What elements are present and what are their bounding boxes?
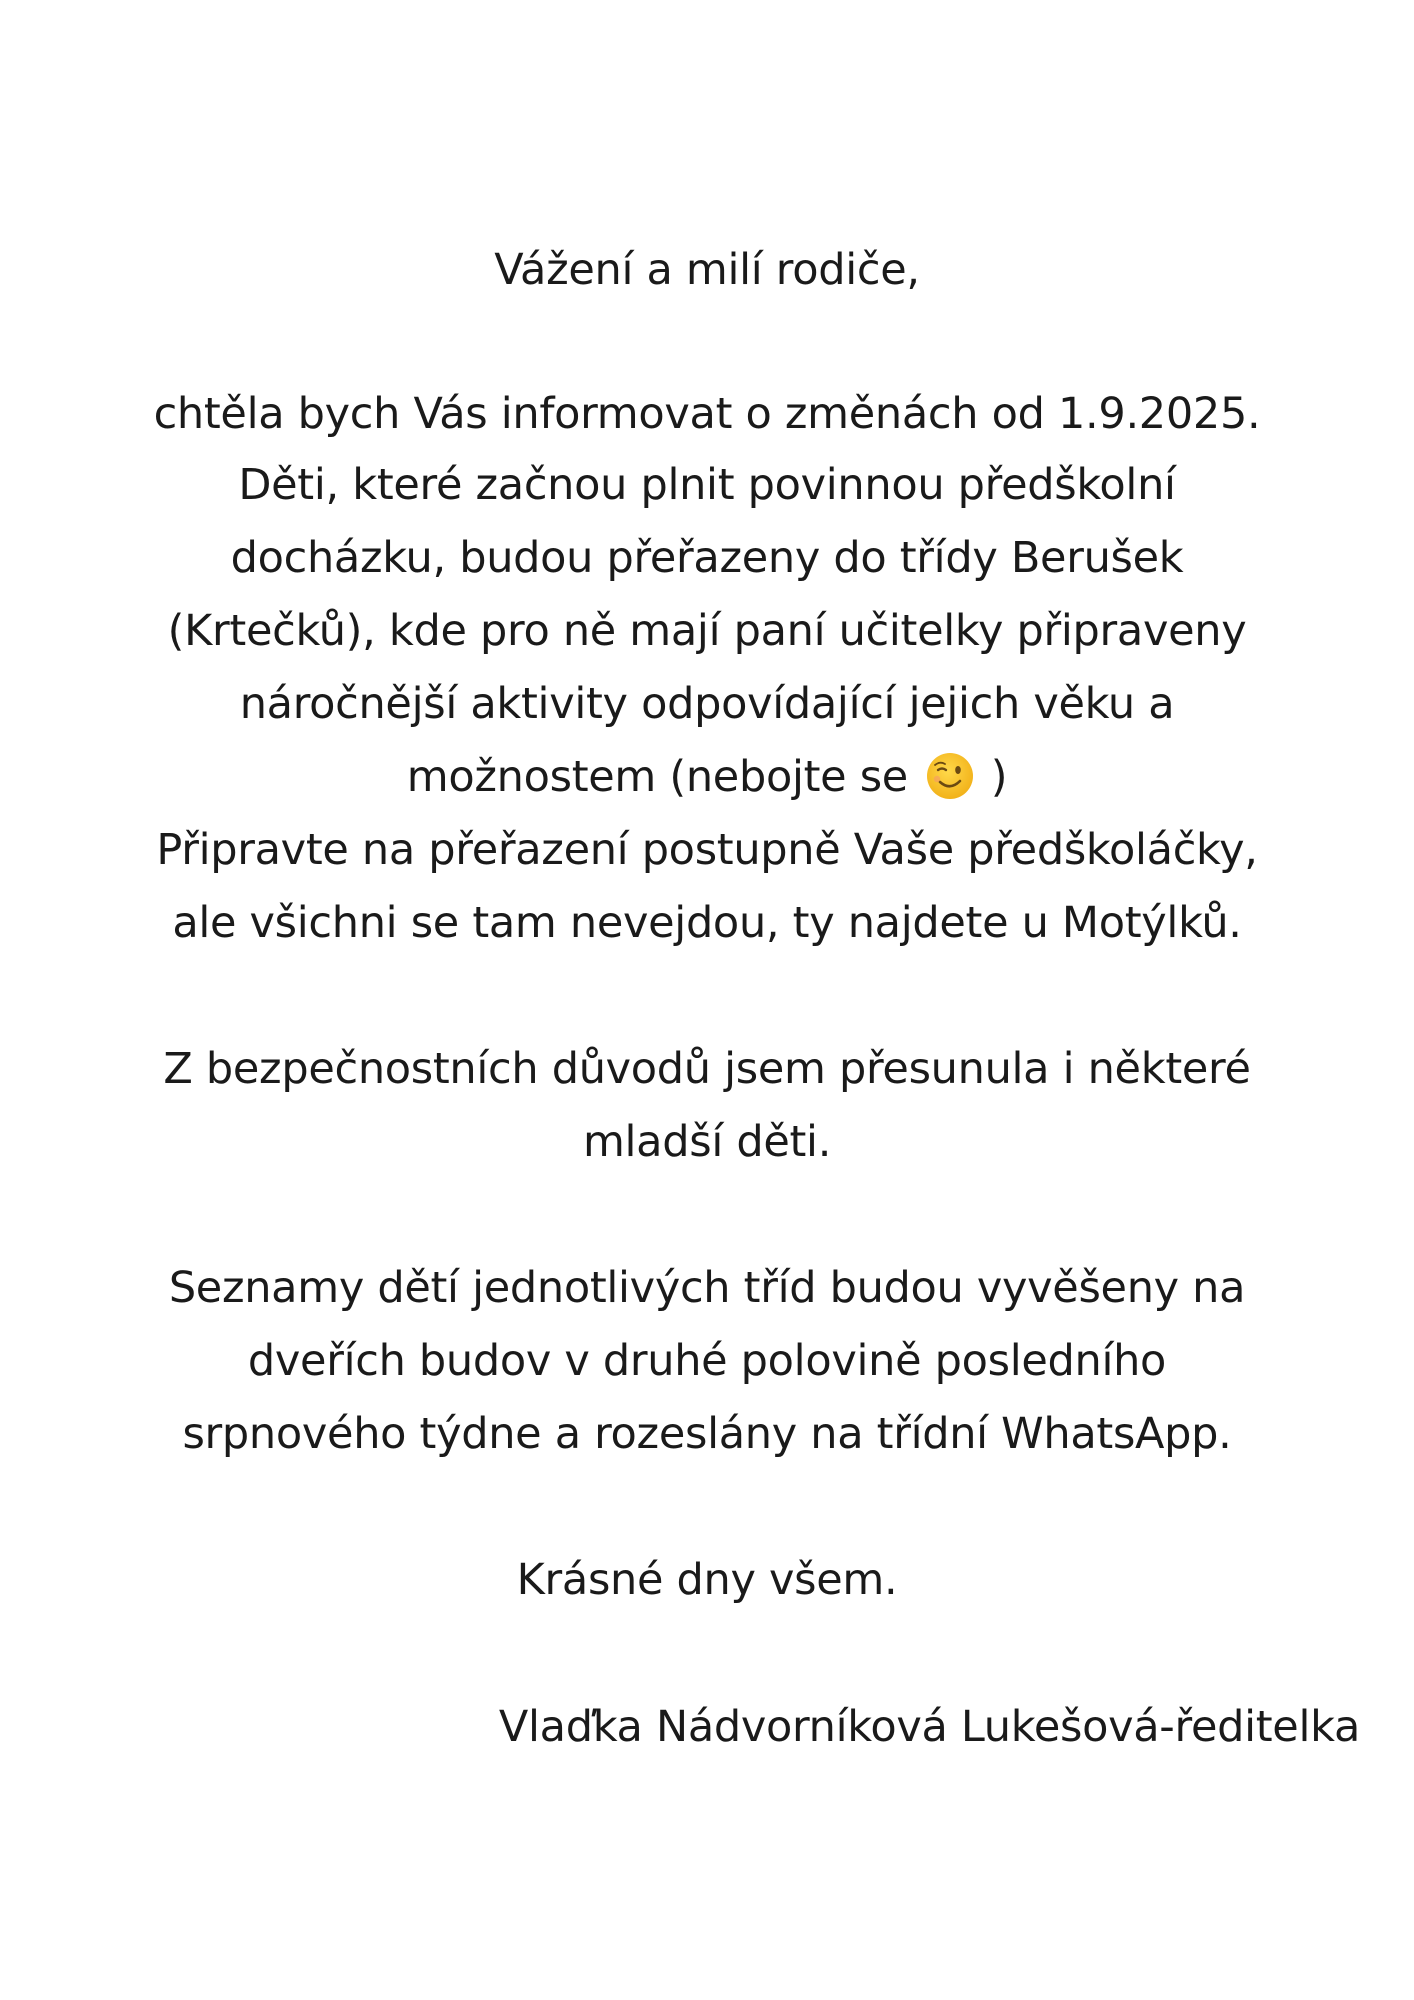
closing: Krásné dny všem. — [516, 1555, 898, 1605]
paragraph-3-line-3: srpnového týdne a rozeslány na třídní WhatsApp. — [182, 1409, 1232, 1459]
paragraph-3-line-1: Seznamy dětí jednotlivých tříd budou vyvěšeny na — [168, 1263, 1246, 1313]
paragraph-1-line-5: náročnější aktivity odpovídající jejich věku a — [239, 679, 1175, 729]
paragraph-1-line-8: ale všichni se tam nevejdou, ty najdete u Motýlků. — [172, 898, 1242, 948]
paragraph-1-line-4: (Krtečků), kde pro ně mají paní učitelky připraveny — [167, 606, 1247, 656]
paragraph-1-line-6 — [0, 747, 1414, 807]
paragraph-1-line-6-close: ) — [990, 752, 1008, 802]
winking-face-icon — [925, 751, 975, 801]
signature: Vlaďka Nádvorníková Lukešová-ředitelka — [498, 1702, 1360, 1752]
paragraph-1-line-2: Děti, které začnou plnit povinnou předškolní — [238, 460, 1176, 510]
paragraph-1-line-1: chtěla bych Vás informovat o změnách od 1.9.2025. — [153, 389, 1261, 439]
paragraph-3-line-2: dveřích budov v druhé polovině posledního — [247, 1336, 1167, 1386]
paragraph-1-line-3: docházku, budou přeřazeny do třídy Berušek — [230, 533, 1184, 583]
paragraph-1-line-7: Připravte na přeřazení postupně Vaše předškoláčky, — [156, 825, 1258, 875]
paragraph-1-line-6-text: možnostem (nebojte se — [406, 752, 908, 802]
greeting: Vážení a milí rodiče, — [494, 245, 920, 295]
paragraph-2-line-2: mladší děti. — [582, 1117, 832, 1167]
paragraph-2-line-1: Z bezpečnostních důvodů jsem přesunula i některé — [163, 1044, 1251, 1094]
